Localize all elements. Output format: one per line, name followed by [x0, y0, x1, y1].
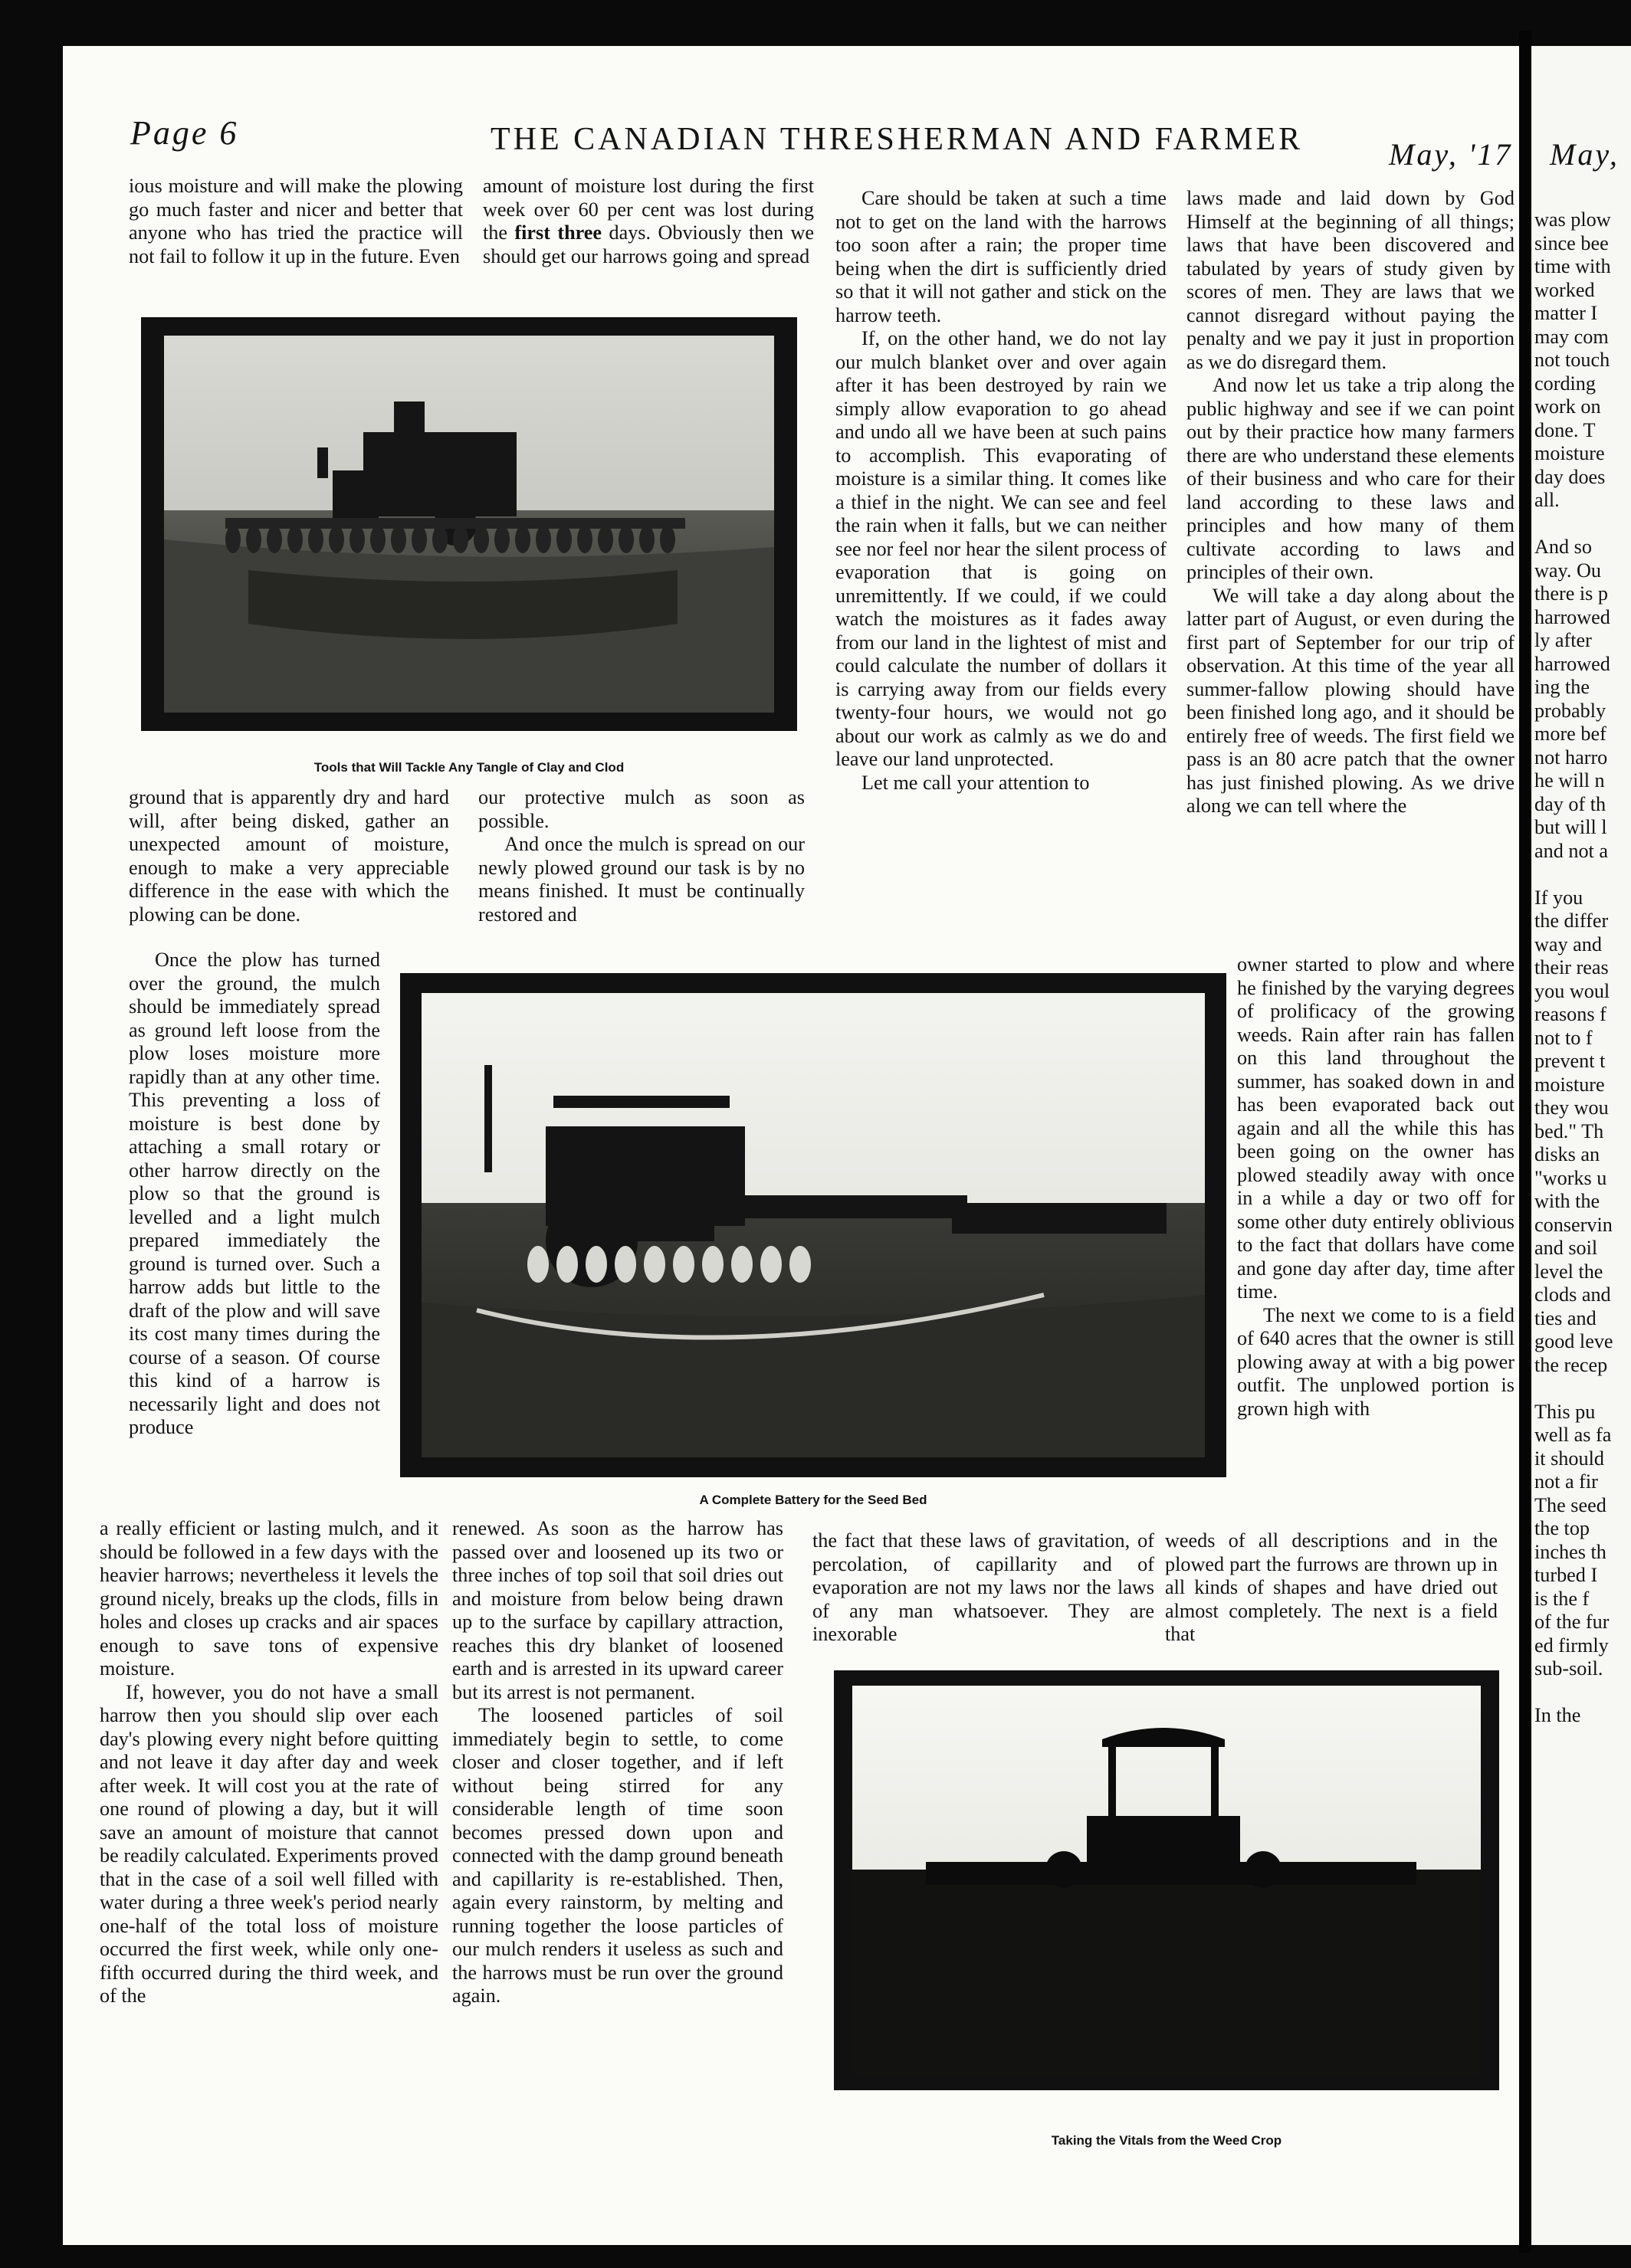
column-4-top	[1186, 187, 1514, 818]
facing-page-line: probably	[1534, 699, 1606, 722]
facing-page-line: he will n	[1534, 769, 1605, 792]
facing-page-line: level the	[1534, 1260, 1603, 1283]
paragraph: Let me call your attention to	[861, 771, 1090, 794]
facing-page-line: prevent t	[1534, 1050, 1606, 1072]
facing-page-line: worked	[1534, 278, 1595, 301]
facing-page-line: the differ	[1534, 909, 1609, 932]
masthead: THE CANADIAN THRESHERMAN AND FARMER	[491, 122, 1304, 157]
facing-page-line: conservin	[1534, 1213, 1613, 1236]
paragraph: Care should be taken at such a time not to get on the land with the harrows too soon after a rain; the proper time being when the dirt is sufficiently dried so that it will not gather and stick on the harrow teeth.	[835, 187, 1167, 326]
facing-page-line	[1534, 513, 1613, 536]
facing-page-line: turbed I	[1534, 1564, 1598, 1586]
facing-page-line: time with	[1534, 255, 1611, 277]
packer-wheel	[731, 1246, 753, 1283]
facing-page-line	[1534, 1681, 1613, 1705]
facing-page-line: not a fir	[1534, 1470, 1598, 1493]
harrow-disc	[412, 526, 427, 553]
facing-page-line: bed." Th	[1534, 1119, 1604, 1142]
facing-page-line: there is p	[1534, 582, 1608, 605]
facing-page-line: disks an	[1534, 1143, 1600, 1165]
column-2-bottom	[452, 1517, 783, 2008]
paragraph: weeds of all descriptions and in the plowed part the furrows are thrown up in all kinds of shapes and have dried out almost completely. The next is a field that	[1165, 1529, 1498, 1645]
facing-page-line: ed firmly	[1534, 1634, 1609, 1657]
harrow-disc	[494, 526, 510, 553]
facing-page-line: harrowed	[1534, 605, 1610, 628]
harrow-disc	[453, 526, 468, 553]
paragraph: our protective mulch as soon as possible.	[478, 786, 805, 832]
harrow-disc	[329, 526, 344, 553]
facing-page-line: but will l	[1534, 816, 1607, 838]
facing-page-line: and soil	[1534, 1237, 1598, 1259]
harrow-disc	[267, 526, 282, 553]
packer-wheel	[615, 1246, 636, 1283]
paragraph: owner started to plow and where he finished by the varying degrees of prolificacy of the growing weeds. Rain after rain has fallen on this land throughout the summer, has soaked down in and has been evaporated back out again and all the while this has been going on the owner has plowed steadily away with once in a while a day or two off for some other duty entirely oblivious to the fact that dollars have come and gone day after day, time after time.	[1237, 953, 1514, 1303]
facing-page-line: inches th	[1534, 1540, 1606, 1563]
figure-caption: Taking the Vitals from the Weed Crop	[1051, 2133, 1282, 2148]
facing-page-line: you woul	[1534, 979, 1610, 1002]
paragraph: The loosened particles of soil immediately begin to settle, to come closer and closer together, and if left without being stirred for any considerable length of time soon becomes pressed down upon and connected with the damp ground beneath and capillarity is re-established. Then, again every rainstorm, by melting and running together the loose particles of our mulch renders it useless as such and the harrows must be run over the ground again.	[452, 1704, 783, 2007]
facing-page-line: not touch	[1534, 349, 1610, 371]
harrow-disc	[639, 526, 655, 553]
facing-page-line: reasons f	[1534, 1003, 1606, 1025]
facing-page-line: moisture	[1534, 442, 1605, 464]
facing-page-line: matter I	[1534, 302, 1598, 324]
facing-page-line: well as fa	[1534, 1424, 1612, 1446]
column-2-mid	[478, 786, 805, 926]
facing-page-line: clods and	[1534, 1283, 1611, 1306]
harrow-disc	[287, 526, 303, 553]
paragraph: We will take a day along about the latter part of August, or even during the first part of September for our trip of observation. At this time of the year all summer-fallow plowing should have been finished long ago, and it should be entirely free of weeds. The first field we pass is an 80 acre patch that the owner has just finished plowing. As we drive along we can tell where the	[1186, 584, 1514, 817]
facing-page-line: And so	[1534, 536, 1592, 558]
paragraph: renewed. As soon as the harrow has passed over and loosened up its two or three inches of top soil that soil dries out and moisture from below being drawn up to the surface by capillary attraction, reaches this dry blanket of loosened earth and is arrested in its upward career but its arrest is not permanent.	[452, 1517, 783, 1703]
facing-page-line: harrowed	[1534, 652, 1610, 675]
facing-page-line: not to f	[1534, 1026, 1593, 1049]
facing-page-line: they wou	[1534, 1096, 1609, 1119]
paragraph: And once the mulch is spread on our newly plowed ground our task is by no means finished. It must be continually restored and	[478, 833, 805, 926]
paragraph: laws made and laid down by God Himself at the beginning of all things; laws that have been discovered and tabulated by years of study given by scores of men. They are laws that we cannot disregard without paying the penalty and we pay it just in proportion as we do disregard them.	[1186, 187, 1514, 373]
facing-page-line	[1534, 863, 1613, 887]
harrow-disc	[391, 526, 406, 553]
facing-page-line: and not a	[1534, 839, 1608, 862]
facing-page-date: May,	[1550, 137, 1620, 172]
facing-page-line: If you	[1534, 886, 1583, 909]
harrow-disc	[598, 526, 613, 553]
facing-page-line: all.	[1534, 489, 1560, 511]
paragraph: the fact that these laws of gravitation, of percolation, of capillarity and of evaporation are not my laws nor the laws of any man whatsoever. They are inexorable	[812, 1529, 1154, 1645]
facing-page-line: In the	[1534, 1704, 1581, 1726]
photo-harrow-tractor	[141, 317, 797, 731]
paragraph: The next we come to is a field of 640 acres that the owner is still plowing away at with a big power outfit. The unplowed portion is grown high with	[1237, 1303, 1514, 1420]
page-number: Page 6	[130, 114, 239, 152]
paragraph: ious moisture and will make the plowing go much faster and nicer and better that anyone who has tried the practice will not fail to follow it up in the future. Even	[129, 175, 463, 267]
harrow-disc	[556, 526, 572, 553]
paragraph: a really efficient or lasting mulch, and it should be followed in a few days with the heavier harrows; nevertheless it levels the ground nicely, breaks up the clods, fills in holes and closes up cracks and air spaces enough to save tons of expensive moisture.	[100, 1517, 438, 1680]
facing-page-column	[1534, 208, 1613, 1728]
facing-page-line: done. T	[1534, 418, 1596, 441]
column-4-bottom	[1165, 1529, 1498, 1647]
harrow-disc	[225, 526, 241, 553]
facing-page-line: ing the	[1534, 676, 1590, 698]
packer-wheel	[673, 1246, 694, 1283]
facing-page-line: moisture	[1534, 1073, 1605, 1096]
facing-page-line: since bee	[1534, 231, 1609, 254]
facing-page-line: day does	[1534, 465, 1606, 488]
column-1-bottom	[100, 1517, 438, 2008]
packer-wheel	[586, 1246, 607, 1283]
facing-page-line: "works u	[1534, 1166, 1607, 1189]
figure-caption: Tools that Will Tackle Any Tangle of Clay and Clod	[313, 760, 625, 775]
packer-wheel	[556, 1246, 578, 1283]
page-gutter	[1519, 31, 1531, 2253]
harrow-disc	[246, 526, 261, 553]
harrow-disc	[577, 526, 592, 553]
harrow-disc	[536, 526, 551, 553]
paragraph: ground that is apparently dry and hard will, after being disked, gather an unexpected amount of moisture, enough to make a very appreciable difference in the ease with which the plowing can be done.	[129, 786, 449, 926]
harrow-disc	[515, 526, 530, 553]
harrow-disc	[350, 526, 365, 553]
harrow-disc	[308, 526, 323, 553]
harrow-disc	[474, 526, 489, 553]
facing-page-line: it should	[1534, 1447, 1604, 1470]
paragraph: And now let us take a trip along the public highway and see if we can point out by their practice how many farmers there are who understand these elements of their business and who care for their land according to these laws and principles and how many of them cultivate according to laws and principles of their own.	[1186, 374, 1514, 583]
facing-page-line: ly after	[1534, 629, 1592, 651]
facing-page-line: cording	[1534, 372, 1596, 395]
harrow-disc	[619, 526, 634, 553]
column-3-top	[835, 187, 1167, 795]
facing-page-line: day of th	[1534, 792, 1606, 815]
facing-page-line: may com	[1534, 325, 1609, 348]
facing-page-line: not harro	[1534, 746, 1608, 769]
facing-page-line: way and	[1534, 932, 1602, 955]
paragraph: If, on the other hand, we do not lay our mulch blanket over and over again after it has been destroyed by rain we simply allow evaporation to go ahead and undo all we have been at such pains to accomplish. This evaporating of moisture is a similar thing. It comes like a thief in the night. We can see and feel the rain when it falls, but we can neither see nor feel nor hear the silent process of evaporation that is going on unremittently. If we could, if we could watch the moistures as it fades away from our land in the lightest of mist and could calculate the number of dollars it is carrying away from our fields every twenty-four hours, we would not go about our work as calmly as we do and leave our land unprotected.	[835, 327, 1167, 770]
paragraph: Once the plow has turned over the ground, the mulch should be immediately spread as ground left loose from the plow loses moisture more rapidly than at any other time. This preventing a loss of moisture is best done by attaching a small rotary or other harrow directly on the plow so that the ground is levelled and a light mulch prepared immediately the ground is turned over. Such a harrow adds but little to the draft of the plow and will save its cost many times during the course of a season. Of course this kind of a harrow is necessarily light and does not produce	[129, 949, 380, 1438]
packer-wheel	[789, 1246, 811, 1283]
paragraph: If, however, you do not have a small harrow then you should slip over each day's plowing every night before quitting and not leave it day after day and week after week. It will cost you at the rate of one round of plowing a day, but it will save an amount of moisture that cannot be readily calculated. Experiments proved that in the case of a soil well filled with water during a three week's period nearly one-half of the total loss of moisture occurred the first week, while only one-fifth occurred during the third week, and of the	[100, 1680, 438, 2007]
photo-weed-crop-tractor	[834, 1670, 1499, 2090]
paragraph: amount of moisture lost during the first week over 60 per cent was lost during the first three days. Obviously then we should get our harrows going and spread	[483, 175, 815, 267]
column-1-top	[129, 175, 463, 268]
facing-page-line: with the	[1534, 1190, 1600, 1212]
issue-date: May, '17	[1389, 137, 1513, 172]
column-4-narrow	[1237, 953, 1514, 1421]
facing-page	[1531, 46, 1631, 2245]
column-1-mid	[129, 786, 449, 926]
harrow-disc	[432, 526, 448, 553]
figure-caption: A Complete Battery for the Seed Bed	[699, 1493, 927, 1507]
facing-page-line: good leve	[1534, 1330, 1613, 1352]
facing-page-line: the top	[1534, 1517, 1590, 1539]
harrow-disc	[660, 526, 675, 553]
packer-wheel	[527, 1246, 549, 1283]
column-1-narrow	[129, 949, 380, 1440]
facing-page-line: more bef	[1534, 723, 1606, 745]
column-2-top	[483, 175, 814, 268]
facing-page-line: the recep	[1534, 1353, 1608, 1376]
facing-page-line: of the fur	[1534, 1611, 1610, 1633]
facing-page-line: This pu	[1534, 1400, 1596, 1423]
packer-wheel	[702, 1246, 724, 1283]
facing-page-line: ties and	[1534, 1306, 1597, 1329]
facing-page-line: work on	[1534, 395, 1601, 418]
packer-wheel	[644, 1246, 665, 1283]
facing-page-line	[1534, 1377, 1613, 1401]
facing-page-line: was plow	[1534, 208, 1611, 231]
facing-page-line: sub-soil.	[1534, 1657, 1603, 1680]
facing-page-line: The seed	[1534, 1493, 1606, 1516]
facing-page-line: way. Ou	[1534, 559, 1602, 582]
harrow-disc	[370, 526, 386, 553]
packer-wheel	[760, 1246, 782, 1283]
photo-seed-bed-battery	[400, 973, 1226, 1477]
facing-page-line: their reas	[1534, 956, 1609, 978]
column-3-bottom	[812, 1529, 1154, 1647]
facing-page-line: is the f	[1534, 1587, 1590, 1610]
